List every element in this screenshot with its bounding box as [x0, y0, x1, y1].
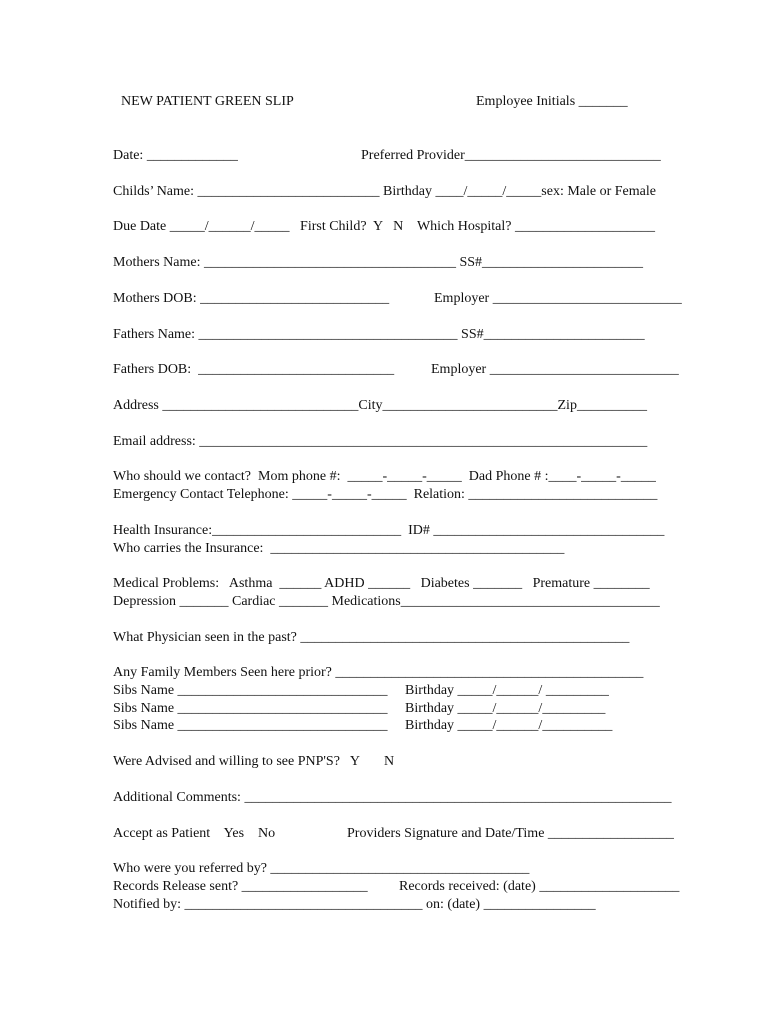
accept-as-patient-field[interactable]: Accept as Patient Yes No: [113, 826, 276, 841]
sibling-line[interactable]: Sibs Name ______________________________ Birthday _____/______/__________: [113, 718, 613, 733]
contact-phone-line[interactable]: Who should we contact? Mom phone #: _____-_____-_____ Dad Phone # :____-_____-_____: [113, 469, 656, 484]
date-field[interactable]: Date: _____________: [113, 148, 238, 163]
health-insurance-line[interactable]: Health Insurance:___________________________ ID# _________________________________: [113, 523, 665, 538]
employee-initials-field[interactable]: Employee Initials _______: [476, 94, 628, 109]
insurance-carrier-line[interactable]: Who carries the Insurance: __________________________________________: [113, 541, 565, 556]
medical-problems-line-2[interactable]: Depression _______ Cardiac _______ Medications_____________________________________: [113, 594, 660, 609]
provider-signature-field[interactable]: Providers Signature and Date/Time __________________: [347, 826, 674, 841]
mothers-name-ss-line[interactable]: Mothers Name: ____________________________________ SS#_______________________: [113, 255, 644, 270]
mothers-dob-field[interactable]: Mothers DOB: ___________________________: [113, 291, 390, 306]
pnp-advised-line[interactable]: Were Advised and willing to see PNP'S? Y N: [113, 754, 395, 769]
records-received-field[interactable]: Records received: (date) ____________________: [399, 879, 680, 894]
sibling-line[interactable]: Sibs Name ______________________________ Birthday _____/______/ _________: [113, 683, 609, 698]
referred-by-line[interactable]: Who were you referred by? _____________________________________: [113, 861, 530, 876]
form-title: NEW PATIENT GREEN SLIP: [121, 94, 294, 109]
physician-past-line[interactable]: What Physician seen in the past? _______________________________________________: [113, 630, 630, 645]
email-field[interactable]: Email address: ________________________________________________________________: [113, 434, 648, 449]
child-name-birthday-sex-line[interactable]: Childs’ Name: __________________________ Birthday ____/_____/_____sex: Male or Female: [113, 184, 656, 199]
fathers-name-ss-line[interactable]: Fathers Name: _____________________________________ SS#_______________________: [113, 327, 645, 342]
notified-by-line[interactable]: Notified by: __________________________________ on: (date) ________________: [113, 897, 596, 912]
preferred-provider-field[interactable]: Preferred Provider____________________________: [361, 148, 661, 163]
family-members-line[interactable]: Any Family Members Seen here prior? ____________________________________________: [113, 665, 644, 680]
records-release-sent-field[interactable]: Records Release sent? __________________: [113, 879, 368, 894]
sibling-line[interactable]: Sibs Name ______________________________ Birthday _____/______/_________: [113, 701, 606, 716]
emergency-contact-line[interactable]: Emergency Contact Telephone: _____-_____-_____ Relation: ___________________________: [113, 487, 658, 502]
address-line[interactable]: Address ____________________________City_________________________Zip__________: [113, 398, 647, 413]
mothers-employer-field[interactable]: Employer ___________________________: [434, 291, 682, 306]
medical-problems-line-1[interactable]: Medical Problems: Asthma ______ ADHD ______ Diabetes _______ Premature ________: [113, 576, 650, 591]
fathers-dob-field[interactable]: Fathers DOB: ____________________________: [113, 362, 395, 377]
fathers-employer-field[interactable]: Employer ___________________________: [431, 362, 679, 377]
additional-comments-line[interactable]: Additional Comments: _____________________________________________________________: [113, 790, 672, 805]
due-date-hospital-line[interactable]: Due Date _____/______/_____ First Child? Y N Which Hospital? ____________________: [113, 219, 655, 234]
